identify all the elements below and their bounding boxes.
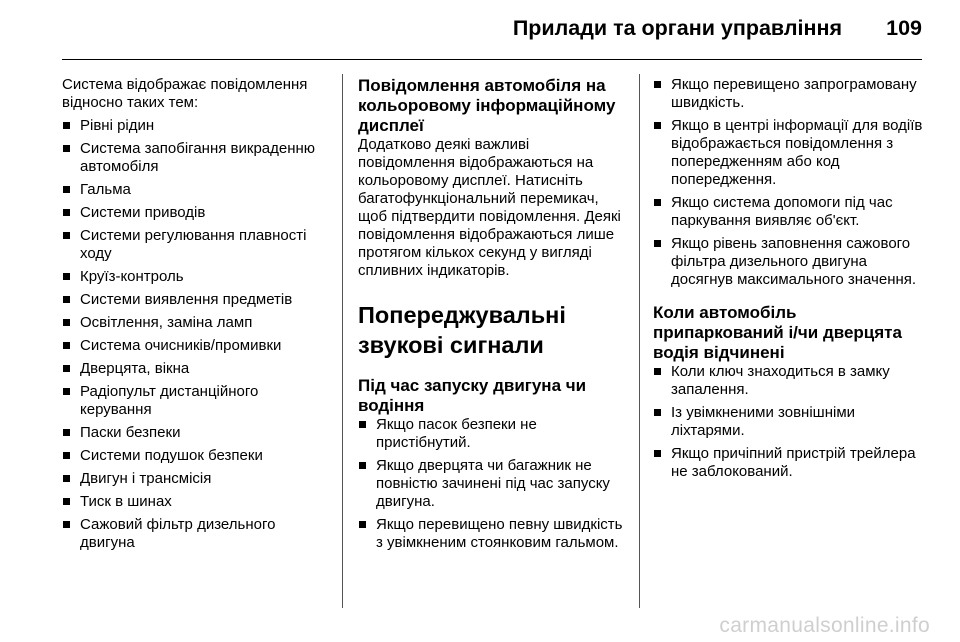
- subsection-heading-parked: Коли автомобіль припаркований і/чи дверцята водія відчинені: [653, 303, 902, 362]
- header-divider: [62, 59, 922, 60]
- list-item: Сажовий фільтр дизельного двигуна: [62, 516, 332, 552]
- column-divider-2: [639, 74, 640, 608]
- list-item: Система запобігання викраденню автомобіля: [62, 140, 332, 176]
- column-2: [358, 76, 624, 557]
- list-item: Якщо система допомоги під час паркування виявляє об'єкт.: [653, 194, 925, 230]
- chime-list: [358, 416, 624, 552]
- list-item: Якщо пасок безпеки не пристібнутий.: [358, 416, 624, 452]
- list-item: Якщо перевищено певну швидкість з увімкненим стоянковим гальмом.: [358, 516, 624, 552]
- list-item: Освітлення, заміна ламп: [62, 314, 332, 332]
- list-item: Якщо в центрі інформації для водіїв відображається повідомлення з попередженням або код попередження.: [653, 117, 925, 189]
- page-number: 109: [886, 16, 922, 40]
- chime-list-continued: [653, 76, 925, 289]
- list-item: Системи приводів: [62, 204, 332, 222]
- intro-text: Система відображає повідомлення відносно таких тем:: [62, 76, 308, 111]
- list-item: Паски безпеки: [62, 424, 332, 442]
- list-item: Система очисників/промивки: [62, 337, 332, 355]
- list-item: Тиск в шинах: [62, 493, 332, 511]
- list-item: Системи регулювання плавності ходу: [62, 227, 332, 263]
- section-text: Додатково деякі важливі повідомлення відображаються на кольоровому дисплеї. Натисніть багатофункціональний перемикач, щоб підтвердити повідомлення. Деякі повідомлення відображаються лише протягом кількох секунд у вигляді спливних індикаторів.: [358, 136, 621, 279]
- section-heading-warning-chimes: Попереджувальні звукові сигнали: [358, 302, 566, 358]
- list-item: Якщо причіпний пристрій трейлера не заблокований.: [653, 445, 925, 481]
- list-item: Системи подушок безпеки: [62, 447, 332, 465]
- list-item: Із увімкненими зовнішніми ліхтарями.: [653, 404, 925, 440]
- list-item: Рівні рідин: [62, 117, 332, 135]
- list-item: Якщо дверцята чи багажник не повністю зачинені під час запуску двигуна.: [358, 457, 624, 511]
- watermark: carmanualsonline.info: [719, 614, 930, 637]
- column-divider-1: [342, 74, 343, 608]
- topic-list: [62, 117, 332, 552]
- subsection-heading-engine-start: Під час запуску двигуна чи водіння: [358, 376, 587, 415]
- parked-chime-list: [653, 363, 925, 481]
- list-item: Радіопульт дистанційного керування: [62, 383, 332, 419]
- list-item: Гальма: [62, 181, 332, 199]
- list-item: Круїз-контроль: [62, 268, 332, 286]
- column-3: [653, 76, 925, 486]
- list-item: Двигун і трансмісія: [62, 470, 332, 488]
- section-heading-vehicle-messages: Повідомлення автомобіля на кольоровому інформаційному дисплеї: [358, 76, 616, 135]
- list-item: Системи виявлення предметів: [62, 291, 332, 309]
- list-item: Якщо рівень заповнення сажового фільтра дизельного двигуна досягнув максимального значення.: [653, 235, 925, 289]
- list-item: Коли ключ знаходиться в замку запалення.: [653, 363, 925, 399]
- page-title: Прилади та органи управління: [512, 16, 842, 40]
- page-header: [0, 0, 960, 60]
- list-item: Дверцята, вікна: [62, 360, 332, 378]
- column-1: [62, 76, 332, 557]
- list-item: Якщо перевищено запрограмовану швидкість.: [653, 76, 925, 112]
